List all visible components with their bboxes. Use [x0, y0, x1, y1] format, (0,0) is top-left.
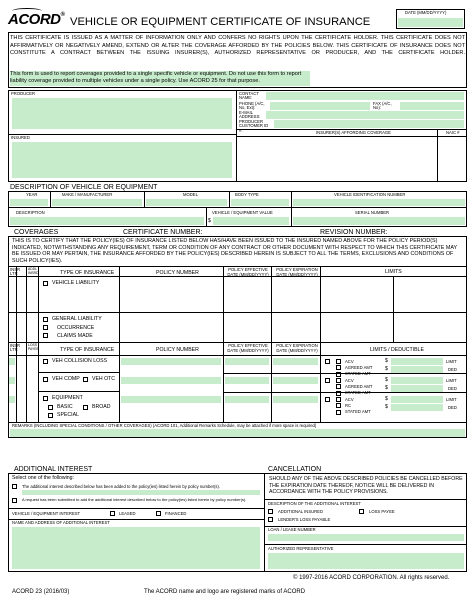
vehicle-liability-label: VEHICLE LIABILITY: [52, 280, 100, 286]
phone-label: PHONE (A/C, No, Ext):: [239, 101, 265, 111]
general-liability-label: GENERAL LIABILITY: [52, 316, 102, 322]
pd-exp-date-field[interactable]: [273, 396, 318, 403]
basic-checkbox[interactable]: [48, 405, 53, 410]
serial-label: SERIAL NUMBER: [355, 210, 390, 215]
email-label: E-MAIL ADDRESS:: [239, 110, 261, 120]
limit-label: LIMIT: [446, 396, 457, 402]
leased-label: LEASED: [119, 511, 136, 516]
limit-amount-field[interactable]: [391, 377, 443, 384]
vehicle-liability-checkbox[interactable]: [43, 281, 48, 286]
equipment-label: EQUIPMENT: [52, 395, 83, 401]
customer-id-field[interactable]: [274, 120, 464, 128]
trademark-note: The ACORD name and logo are registered marks of ACORD: [144, 589, 306, 595]
dollar-sign: $: [385, 377, 388, 383]
make-field[interactable]: [52, 199, 142, 206]
veh-otc-label: VEH OTC: [92, 376, 116, 382]
acv-left-checkbox[interactable]: [325, 378, 330, 383]
pd-policy-number-field[interactable]: [121, 358, 221, 365]
financed-checkbox[interactable]: [156, 511, 161, 516]
form-title: VEHICLE OR EQUIPMENT CERTIFICATE OF INSURANCE: [70, 16, 371, 28]
model-field[interactable]: [146, 199, 227, 206]
insr-ltr-label: INSR LTR: [10, 267, 21, 277]
insr-ltr-label-2: INSR LTR: [10, 343, 21, 353]
limit-amount-field[interactable]: [391, 396, 443, 403]
dollar-sign: $: [385, 358, 388, 364]
exp-date-label-2: POLICY EXPIRATION DATE (MM/DD/YYYY): [276, 343, 318, 353]
veh-comp-checkbox[interactable]: [43, 377, 48, 382]
deductible-amount-field[interactable]: [391, 404, 443, 411]
vehicle-section-title: DESCRIPTION OF VEHICLE OR EQUIPMENT: [10, 184, 158, 191]
acv-left-checkbox[interactable]: [325, 397, 330, 402]
general-liability-checkbox[interactable]: [43, 317, 48, 322]
additional-insured-label: ADDITIONAL INSURED: [278, 509, 323, 514]
limits-deductible-label: LIMITS / DEDUCTIBLE: [370, 347, 424, 353]
ded-label: DED: [448, 385, 457, 391]
occurrence-checkbox[interactable]: [43, 325, 48, 330]
value-field[interactable]: [213, 217, 289, 225]
producer-field[interactable]: [12, 98, 232, 129]
contact-name-field[interactable]: [266, 92, 464, 100]
dollar-sign: $: [385, 396, 388, 402]
type-of-insurance-label-2: TYPE OF INSURANCE: [60, 347, 115, 353]
stated-amt-label: STATED AMT: [345, 371, 371, 377]
additional-insured-checkbox[interactable]: [268, 509, 273, 514]
loss-payee-checkbox[interactable]: [359, 509, 364, 514]
lenders-loss-payable-checkbox[interactable]: [268, 517, 273, 522]
fax-field[interactable]: [400, 102, 464, 110]
acv-left-checkbox[interactable]: [325, 359, 330, 364]
agreed-amt-checkbox[interactable]: [336, 384, 341, 389]
date-field[interactable]: [398, 18, 463, 27]
coverages-title: COVERAGES: [14, 229, 59, 236]
broad-label: BROAD: [92, 404, 111, 410]
authorized-rep-label: AUTHORIZED REPRESENTATIVE: [268, 546, 334, 551]
loss-payee-col-label: LOSS PAYEE: [28, 343, 39, 351]
revision-label: REVISION NUMBER:: [320, 229, 388, 236]
loan-lease-field[interactable]: [268, 534, 464, 541]
dollar-sign: $: [385, 385, 388, 391]
agreed-amt-label: AGREED AMT: [345, 384, 373, 389]
pd-insr-ltr-field[interactable]: [9, 358, 15, 365]
loan-lease-label: LOAN / LEASE NUMBER: [268, 527, 316, 532]
logo-text: ACORD: [8, 11, 61, 28]
certificate-notice: THIS CERTIFICATE IS ISSUED AS A MATTER OF INFORMATION ONLY AND CONFERS NO RIGHTS UPON THE CERTIFICATE HOLDER. THIS CERTIFICATE DOES NOT AFFIRMATIVELY OR NEGATIVELY AMEND, EXTEND OR ALTER THE COVERAGE AFFORDED BY THE POLICIES BELOW. THIS CERTIFICATE OF INSURANCE DOES NOT CONSTITUTE A CONTRACT BETWEEN THE ISSUING INSURER(S), AUTHORIZED REPRESENTATIVE OR PRODUCER, AND THE CERTIFICATE HOLDER.: [10, 35, 465, 57]
body-type-label: BODY TYPE: [235, 192, 259, 197]
remarks-field[interactable]: [10, 429, 465, 437]
interest-added-label: The additional interest described below has been added to the policy(ies) listed herein by policy number(s).: [22, 484, 221, 489]
dollar-sign: $: [385, 404, 388, 410]
type-of-insurance-label: TYPE OF INSURANCE: [60, 270, 115, 276]
vehicle-interest-label: VEHICLE / EQUIPMENT INTEREST: [12, 511, 81, 516]
deductible-amount-field[interactable]: [391, 385, 443, 392]
phone-field[interactable]: [270, 102, 370, 110]
select-label: Select one of the following:: [12, 475, 75, 481]
acv-label: ACV: [345, 396, 354, 402]
name-address-field[interactable]: [12, 527, 260, 569]
special-label: SPECIAL: [57, 412, 79, 418]
acv-label: ACV: [345, 358, 354, 364]
authorized-rep-field[interactable]: [268, 553, 464, 569]
pd-insr-ltr-field[interactable]: [9, 377, 15, 384]
pd-exp-date-field[interactable]: [273, 377, 318, 384]
year-field[interactable]: [10, 199, 48, 206]
veh-collision-label: VEH COLLISION LOSS: [52, 358, 108, 364]
pd-policy-number-field[interactable]: [121, 396, 221, 403]
pd-eff-date-field[interactable]: [225, 358, 269, 365]
interest-requested-checkbox[interactable]: [12, 498, 17, 503]
coverage-statement: THIS IS TO CERTIFY THAT THE POLICY(IES) OF INSURANCE LISTED BELOW HAS/HAVE BEEN ISSUED TO THE INSURED NAMED ABOVE FOR THE POLICY PERIOD(S) INDICATED, NOTWITHSTANDING ANY REQUIREMENT, TERM OR CONDITION OF ANY CONTRACT OR OTHER DOCUMENT WITH RESPECT TO WHICH THIS CERTIFICATE MAY BE ISSUED OR MAY PERTAIN, THE INSURANCE AFFORDED BY THE POLICY(IES) DESCRIBED HEREIN IS SUBJECT TO ALL THE TERMS, EXCLUSIONS AND CONDITIONS OF SUCH POLICY(IES).: [12, 238, 458, 264]
occurrence-label: OCCURRENCE: [57, 325, 95, 331]
deductible-amount-field[interactable]: [391, 366, 443, 373]
logo-swoosh: [12, 8, 42, 14]
serial-field[interactable]: [293, 217, 465, 225]
fax-label: FAX (A/C, No):: [373, 101, 392, 111]
additional-interest-title: ADDITIONAL INTEREST: [14, 466, 93, 473]
stated-amt-checkbox[interactable]: [336, 410, 341, 415]
customer-id-label: PRODUCER CUSTOMER ID #:: [239, 119, 269, 133]
description-label: DESCRIPTION: [16, 210, 45, 215]
model-label: MODEL: [183, 192, 198, 197]
equipment-checkbox[interactable]: [43, 396, 48, 401]
acv-checkbox[interactable]: [336, 378, 341, 383]
remarks-title: REMARKS (INCLUDING SPECIAL CONDITIONS / OTHER COVERAGES): [12, 423, 152, 428]
interest-requested-label: A request has been submitted to add the additional interest described below to the policy(ies) listed herein by policy number(s).: [22, 497, 247, 502]
remarks-note: (ACORD 101, Additional Remarks Schedule, may be attached if more space is required): [152, 423, 317, 428]
ded-label: DED: [448, 366, 457, 372]
naic-label: NAIC #: [446, 130, 460, 135]
insured-field[interactable]: [12, 142, 232, 178]
name-address-label: NAME AND ADDRESS OF ADDITIONAL INTEREST: [12, 520, 110, 525]
remarks-label: [12, 424, 316, 428]
loss-payee-label: LOSS PAYEE: [369, 509, 395, 514]
cancellation-title: CANCELLATION: [268, 466, 322, 473]
rc-label: RC: [345, 403, 352, 408]
acv-checkbox[interactable]: [336, 359, 341, 364]
agreed-amt-label: AGREED AMT: [345, 365, 373, 370]
ded-label: DED: [448, 404, 457, 410]
interest-description-label: DESCRIPTION OF THE ADDITIONAL INTEREST: [268, 501, 361, 506]
policy-number-label: POLICY NUMBER: [156, 270, 199, 276]
eff-date-label: POLICY EFFECTIVE DATE (MM/DD/YYYY): [227, 267, 269, 277]
date-label: DATE (MM/DD/YYYY): [405, 10, 447, 15]
eff-date-label-2: POLICY EFFECTIVE DATE (MM/DD/YYYY): [227, 343, 269, 353]
stated-amt-label: STATED AMT: [345, 390, 371, 396]
acv-label: ACV: [345, 377, 354, 383]
insured-label: INSURED: [11, 135, 30, 140]
producer-label: PRODUCER: [11, 91, 35, 96]
year-label: YEAR: [26, 192, 38, 197]
special-checkbox[interactable]: [48, 413, 53, 418]
basic-label: BASIC: [57, 404, 73, 410]
interest-added-checkbox[interactable]: [12, 484, 17, 489]
make-label: MAKE / MANUFACTURER: [62, 192, 113, 197]
agreed-amt-checkbox[interactable]: [336, 365, 341, 370]
logo-mark: ®: [60, 12, 65, 18]
contact-name-label: CONTACT NAME:: [239, 91, 259, 101]
limit-label: LIMIT: [446, 358, 457, 364]
limit-amount-field[interactable]: [391, 358, 443, 365]
acord-logo: [8, 12, 64, 27]
acv-checkbox[interactable]: [336, 397, 341, 402]
pd-eff-date-field[interactable]: [225, 396, 269, 403]
insurers-affording-label: INSURER(S) AFFORDING COVERAGE: [316, 130, 391, 135]
broad-checkbox[interactable]: [83, 405, 88, 410]
lenders-loss-payable-label: LENDER'S LOSS PAYABLE: [278, 517, 331, 522]
pd-exp-date-field[interactable]: [273, 358, 318, 365]
policy-number-label-2: POLICY NUMBER: [156, 347, 199, 353]
copyright: © 1997-2016 ACORD CORPORATION. All rights reserved.: [293, 575, 450, 581]
cert-number-label: CERTIFICATE NUMBER:: [123, 229, 203, 236]
value-dollar: $: [208, 218, 211, 224]
form-id: ACORD 23 (2016/03): [12, 589, 70, 595]
cancellation-text: SHOULD ANY OF THE ABOVE DESCRIBED POLICIES BE CANCELLED BEFORE THE EXPIRATION DATE THEREOF, NOTICE WILL BE DELIVERED IN ACCORDANCE WITH THE POLICY PROVISIONS.: [269, 476, 463, 496]
claims-made-label: CLAIMS MADE: [57, 333, 93, 339]
dollar-sign: $: [385, 366, 388, 372]
veh-otc-checkbox[interactable]: [83, 377, 88, 382]
description-field[interactable]: [10, 217, 204, 225]
vin-label: VEHICLE IDENTIFICATION NUMBER: [334, 192, 406, 197]
rc-checkbox[interactable]: [336, 403, 341, 408]
usage-note: This form is used to report coverages provided to a single specific vehicle or equipment. Do not use this form to report liability coverage provided to multiple vehicles under a single policy. Use ACORD 25 for that purpose.: [10, 71, 310, 86]
leased-checkbox[interactable]: [110, 511, 115, 516]
pd-policy-number-field[interactable]: [121, 377, 221, 384]
interest-added-policy-field[interactable]: [22, 490, 260, 495]
addl-insrd-label: ADDL INSRD: [28, 267, 39, 275]
financed-label: FINANCED: [165, 511, 187, 516]
email-field[interactable]: [266, 111, 464, 119]
veh-comp-label: VEH COMP: [52, 376, 80, 382]
limits-label: LIMITS: [385, 269, 402, 275]
exp-date-label: POLICY EXPIRATION DATE (MM/DD/YYYY): [276, 267, 318, 277]
pd-insr-ltr-field[interactable]: [9, 396, 15, 403]
pd-eff-date-field[interactable]: [225, 377, 269, 384]
vin-field[interactable]: [293, 199, 465, 206]
stated-amt-label: STATED AMT: [345, 409, 371, 415]
value-label: VEHICLE / EQUIPMENT VALUE: [212, 210, 273, 215]
veh-collision-checkbox[interactable]: [43, 359, 48, 364]
claims-made-checkbox[interactable]: [43, 333, 48, 338]
limit-label: LIMIT: [446, 377, 457, 383]
body-type-field[interactable]: [231, 199, 289, 206]
